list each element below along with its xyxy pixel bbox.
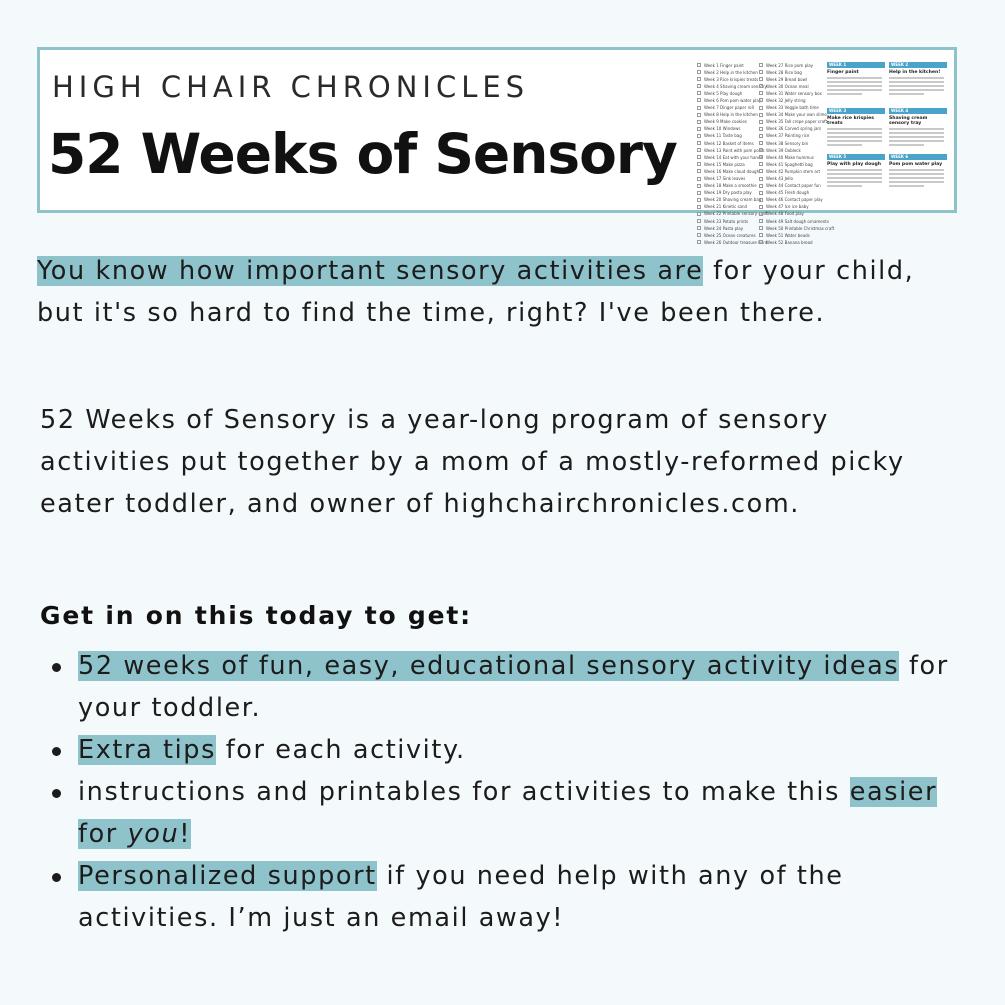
list-item bbox=[52, 855, 972, 939]
preview-text-line bbox=[827, 144, 862, 146]
preview-week-label: Week 30 Ocean meal bbox=[766, 83, 809, 89]
bullet-icon bbox=[52, 663, 61, 672]
preview-week-label: Week 3 Rice krispies treats bbox=[704, 76, 759, 82]
program-description: 52 Weeks of Sensory is a year-long program of sensory activities put together by a mom of a mostly-reformed picky eater toddler, and owner of highchairchronicles.com. bbox=[40, 405, 905, 519]
preview-week-row bbox=[697, 76, 757, 82]
preview-text-line bbox=[827, 77, 882, 79]
preview-text-line bbox=[827, 185, 862, 187]
preview-week-label: Week 44 Contact paper fun bbox=[766, 183, 821, 189]
checkbox-icon bbox=[697, 226, 701, 230]
preview-week-label: Week 6 Pom pom water play bbox=[704, 97, 762, 103]
preview-text-line bbox=[827, 136, 882, 138]
checkbox-icon bbox=[697, 91, 701, 95]
checkbox-icon bbox=[759, 233, 763, 237]
preview-week-label: Week 10 Windows bbox=[704, 126, 741, 132]
checkbox-icon bbox=[759, 113, 763, 117]
preview-week-label: Week 46 Contact paper play bbox=[766, 197, 823, 203]
checkbox-icon bbox=[759, 169, 763, 173]
preview-week-row bbox=[697, 105, 757, 111]
bullet-highlight: Personalized support bbox=[78, 861, 377, 891]
preview-week-list-left bbox=[697, 62, 768, 246]
checkbox-icon bbox=[697, 127, 701, 131]
preview-week-row bbox=[759, 69, 823, 75]
preview-week-label: Week 22 Printable sensory craft bbox=[704, 211, 768, 217]
preview-week-row bbox=[759, 119, 828, 125]
preview-week-row bbox=[759, 204, 823, 210]
preview-week-row bbox=[697, 239, 768, 245]
preview-week-label: Week 7 Dinger paper roll bbox=[704, 105, 754, 111]
preview-card-title: Play with play dough bbox=[827, 162, 882, 167]
preview-week-row bbox=[697, 112, 757, 118]
preview-week-label: Week 11 Taste bag bbox=[704, 133, 742, 139]
preview-card-header: WEEK 4 bbox=[889, 108, 947, 114]
preview-card-header: WEEK 2 bbox=[889, 62, 947, 68]
checkbox-icon bbox=[759, 148, 763, 152]
preview-week-label: Week 28 Rice bag bbox=[766, 69, 802, 75]
checkbox-icon bbox=[759, 155, 763, 159]
preview-text-line bbox=[889, 81, 944, 83]
preview-week-label: Week 35 Fall crepe paper craft bbox=[766, 119, 828, 125]
preview-week-label: Week 20 Shaving cream bag bbox=[704, 197, 762, 203]
checkbox-icon bbox=[759, 191, 763, 195]
checkbox-icon bbox=[697, 77, 701, 81]
checkbox-icon bbox=[697, 63, 701, 67]
preview-week-row bbox=[697, 168, 760, 174]
preview-text-line bbox=[889, 169, 944, 171]
preview-week-label: Week 47 Ice ice baby bbox=[766, 204, 809, 210]
checkbox-icon bbox=[759, 212, 763, 216]
checkbox-icon bbox=[759, 70, 763, 74]
list-item bbox=[52, 729, 972, 771]
preview-card-header: WEEK 5 bbox=[827, 154, 885, 160]
preview-week-label: Week 13 Paint with pom poms bbox=[704, 147, 765, 153]
checkbox-icon bbox=[759, 226, 763, 230]
preview-week-label: Week 34 Make your own slime bbox=[766, 112, 827, 118]
preview-card-title: Finger paint bbox=[827, 70, 859, 75]
bullet-highlight-text: easier for bbox=[78, 777, 938, 849]
preview-week-row bbox=[697, 97, 762, 103]
preview-week-row bbox=[759, 105, 823, 111]
preview-week-row bbox=[759, 83, 823, 89]
preview-card-title: Pom pom water play bbox=[889, 162, 943, 167]
preview-week-row bbox=[759, 168, 823, 174]
preview-week-label: Week 1 Finger paint bbox=[704, 62, 744, 68]
preview-week-label: Week 51 Water beads bbox=[766, 232, 810, 238]
preview-text-line bbox=[889, 144, 924, 146]
preview-week-row bbox=[759, 112, 827, 118]
checkbox-icon bbox=[697, 84, 701, 88]
preview-week-label: Week 37 Painting rice bbox=[766, 133, 810, 139]
preview-week-row bbox=[759, 133, 823, 139]
preview-text-line bbox=[889, 93, 924, 95]
preview-week-label: Week 41 Spaghetti bag bbox=[766, 161, 813, 167]
checkbox-icon bbox=[759, 184, 763, 188]
checkbox-icon bbox=[697, 134, 701, 138]
preview-week-label: Week 8 Help in the kitchen bbox=[704, 112, 758, 118]
preview-week-row bbox=[759, 190, 823, 196]
header-banner bbox=[37, 47, 957, 245]
preview-week-row bbox=[697, 211, 768, 217]
preview-text-line bbox=[889, 132, 944, 134]
preview-week-label: Week 40 Make hummus bbox=[766, 154, 814, 160]
preview-week-label: Week 38 Sensory bin bbox=[766, 140, 809, 146]
checkbox-icon bbox=[697, 198, 701, 202]
preview-week-row bbox=[697, 119, 757, 125]
preview-card bbox=[827, 154, 885, 187]
checkbox-icon bbox=[697, 219, 701, 223]
checkbox-icon bbox=[759, 98, 763, 102]
preview-week-row bbox=[759, 154, 823, 160]
preview-text-line bbox=[827, 181, 882, 183]
preview-week-row bbox=[697, 197, 762, 203]
preview-week-row bbox=[697, 140, 757, 146]
preview-text-line bbox=[889, 85, 944, 87]
checkbox-icon bbox=[697, 191, 701, 195]
preview-week-row bbox=[759, 76, 823, 82]
checkbox-icon bbox=[759, 63, 763, 67]
preview-week-label: Week 50 Printable Christmas craft bbox=[766, 225, 835, 231]
preview-text-line bbox=[889, 89, 944, 91]
list-item bbox=[52, 645, 972, 729]
preview-week-row bbox=[759, 239, 823, 245]
intro-paragraph bbox=[37, 250, 957, 334]
preview-week-label: Week 43 Jello bbox=[766, 176, 793, 181]
list-item bbox=[52, 771, 972, 855]
preview-text-line bbox=[827, 85, 882, 87]
preview-text-line bbox=[827, 93, 862, 95]
preview-week-row bbox=[759, 97, 823, 103]
checkbox-icon bbox=[697, 155, 701, 159]
preview-week-label: Week 9 Make cookies bbox=[704, 119, 747, 125]
preview-week-label: Week 39 Oobleck bbox=[766, 147, 801, 153]
preview-card-title: Help in the kitchen! bbox=[889, 70, 941, 75]
checkbox-icon bbox=[697, 141, 701, 145]
preview-week-label: Week 2 Help in the kitchen bbox=[704, 69, 758, 75]
preview-text-line bbox=[827, 173, 882, 175]
checkbox-icon bbox=[697, 120, 701, 124]
checkbox-icon bbox=[697, 212, 701, 216]
preview-card bbox=[889, 108, 947, 146]
preview-week-row bbox=[759, 126, 823, 132]
preview-week-row bbox=[697, 218, 757, 224]
checkbox-icon bbox=[697, 177, 701, 181]
preview-week-label: Week 5 Play dough bbox=[704, 90, 743, 96]
intro-highlight: You know how important sensory activities are bbox=[37, 256, 704, 286]
checkbox-icon bbox=[759, 120, 763, 124]
preview-week-row bbox=[697, 133, 757, 139]
preview-card-title: Shaving cream sensory tray bbox=[889, 116, 928, 126]
preview-card-header: WEEK 3 bbox=[827, 108, 885, 114]
preview-week-row bbox=[697, 190, 757, 196]
preview-week-row bbox=[697, 69, 757, 75]
preview-week-label: Week 32 Jelly string bbox=[766, 97, 806, 103]
preview-card bbox=[827, 62, 885, 95]
bullet-text: for each activity. bbox=[215, 735, 466, 765]
preview-text-line bbox=[889, 177, 944, 179]
bullet-highlight-punct: ! bbox=[179, 819, 192, 849]
checkbox-icon bbox=[759, 141, 763, 145]
preview-week-label: Week 25 Ocean creatures bbox=[704, 232, 756, 238]
preview-card-header: WEEK 1 bbox=[827, 62, 885, 68]
preview-text-line bbox=[889, 128, 944, 130]
offer-heading: Get in on this today to get: bbox=[40, 601, 472, 630]
preview-week-row bbox=[759, 218, 829, 224]
checkbox-icon bbox=[759, 240, 763, 244]
preview-week-row bbox=[759, 232, 823, 238]
checkbox-icon bbox=[697, 113, 701, 117]
preview-week-row bbox=[697, 147, 765, 153]
preview-text-line bbox=[827, 89, 882, 91]
checkbox-icon bbox=[759, 77, 763, 81]
preview-text-line bbox=[827, 140, 882, 142]
preview-week-label: Week 24 Pasta play bbox=[704, 225, 744, 231]
preview-text-line bbox=[889, 181, 944, 183]
preview-week-label: Week 17 Sink leaves bbox=[704, 176, 746, 181]
preview-text-line bbox=[827, 128, 882, 130]
preview-week-label: Week 18 Make a smoothie bbox=[704, 183, 757, 189]
checkbox-icon bbox=[697, 205, 701, 209]
preview-week-label: Week 31 Water sensory box bbox=[766, 90, 822, 96]
checkbox-icon bbox=[759, 127, 763, 131]
preview-week-row bbox=[697, 62, 757, 68]
checkbox-icon bbox=[759, 134, 763, 138]
preview-week-row bbox=[697, 204, 757, 210]
checkbox-icon bbox=[759, 219, 763, 223]
preview-week-row bbox=[759, 176, 823, 182]
preview-week-label: Week 21 Kinetic sand bbox=[704, 204, 748, 210]
preview-text-line bbox=[889, 173, 944, 175]
preview-week-row bbox=[759, 140, 823, 146]
preview-week-row bbox=[697, 225, 757, 231]
bullet-highlight: 52 weeks of fun, easy, educational sensory activity ideas bbox=[78, 651, 900, 681]
preview-week-label: Week 42 Pumpkin stem art bbox=[766, 168, 821, 174]
preview-week-label: Week 19 Dry pasta play bbox=[704, 190, 752, 196]
intro-text: for your child, but it's so hard to find the time, right? I've been there. bbox=[37, 256, 915, 328]
preview-week-label: Week 36 Carved spring jars bbox=[766, 126, 822, 132]
bullet-icon bbox=[52, 873, 61, 882]
offer-list bbox=[52, 645, 972, 939]
preview-week-row bbox=[759, 147, 823, 153]
preview-week-label: Week 26 Outdoor treasure hunt bbox=[704, 239, 768, 245]
bullet-highlight: Extra tips bbox=[78, 735, 216, 765]
preview-week-row bbox=[697, 90, 757, 96]
checkbox-icon bbox=[697, 233, 701, 237]
checkbox-icon bbox=[759, 198, 763, 202]
checkbox-icon bbox=[697, 240, 701, 244]
checkbox-icon bbox=[759, 177, 763, 181]
preview-week-row bbox=[697, 176, 757, 182]
preview-week-label: Week 23 Potato prints bbox=[704, 218, 749, 224]
bullet-icon bbox=[52, 747, 61, 756]
preview-week-row bbox=[759, 90, 823, 96]
preview-week-label: Week 52 Banana bread bbox=[766, 239, 813, 245]
bullet-icon bbox=[52, 789, 61, 798]
bullet-text: instructions and printables for activities to make this bbox=[78, 777, 850, 807]
preview-week-label: Week 12 Basket of items bbox=[704, 140, 754, 146]
preview-text-line bbox=[889, 185, 924, 187]
checkbox-icon bbox=[759, 106, 763, 110]
checkbox-icon bbox=[697, 184, 701, 188]
preview-week-label: Week 33 Veggie bath time bbox=[766, 105, 819, 111]
preview-text-line bbox=[889, 136, 944, 138]
checkbox-icon bbox=[697, 70, 701, 74]
checkbox-icon bbox=[759, 91, 763, 95]
page-title: 52 Weeks of Sensory bbox=[48, 122, 677, 186]
brand-name: HIGH CHAIR CHRONICLES bbox=[52, 70, 530, 104]
preview-week-row bbox=[759, 161, 823, 167]
preview-week-row bbox=[697, 161, 757, 167]
bullet-text: for your toddler. bbox=[78, 651, 949, 723]
checkbox-icon bbox=[697, 148, 701, 152]
preview-card-header: WEEK 6 bbox=[889, 154, 947, 160]
preview-week-label: Week 16 Make cloud dough bbox=[704, 168, 760, 174]
checkbox-icon bbox=[697, 162, 701, 166]
preview-week-row bbox=[759, 197, 823, 203]
preview-card bbox=[889, 62, 947, 95]
checkbox-icon bbox=[697, 169, 701, 173]
preview-week-list-right bbox=[759, 62, 835, 246]
preview-text-line bbox=[827, 132, 882, 134]
preview-week-label: Week 45 Fresh dough bbox=[766, 190, 810, 196]
preview-card bbox=[889, 154, 947, 187]
printable-preview-thumbnail bbox=[693, 60, 951, 245]
preview-week-row bbox=[697, 154, 763, 160]
checkbox-icon bbox=[697, 98, 701, 102]
preview-week-row bbox=[759, 225, 835, 231]
checkbox-icon bbox=[759, 162, 763, 166]
preview-text-line bbox=[889, 77, 944, 79]
bullet-text: if you need help with any of the activities. I’m just an email away! bbox=[78, 861, 844, 933]
preview-week-row bbox=[759, 62, 823, 68]
preview-week-label: Week 29 Bread bowl bbox=[766, 76, 807, 82]
preview-week-label: Week 49 Salt dough ornaments bbox=[766, 218, 829, 224]
preview-week-row bbox=[697, 183, 757, 189]
preview-card bbox=[827, 108, 885, 146]
preview-week-label: Week 14 Eat with your hands bbox=[704, 154, 763, 160]
preview-week-label: Week 15 Make pizza bbox=[704, 161, 745, 167]
preview-text-line bbox=[827, 169, 882, 171]
checkbox-icon bbox=[759, 84, 763, 88]
preview-text-line bbox=[827, 81, 882, 83]
preview-week-row bbox=[759, 211, 823, 217]
bullet-highlight-emphasis: you bbox=[127, 819, 180, 849]
checkbox-icon bbox=[759, 205, 763, 209]
preview-card-title: Make rice krispies treats bbox=[827, 116, 874, 126]
checkbox-icon bbox=[697, 106, 701, 110]
preview-text-line bbox=[889, 140, 944, 142]
preview-week-row bbox=[759, 183, 823, 189]
preview-week-row bbox=[697, 83, 767, 89]
preview-week-row bbox=[697, 126, 757, 132]
preview-week-label: Week 4 Shaving cream sensory bbox=[704, 83, 767, 89]
preview-week-row bbox=[697, 232, 757, 238]
preview-week-label: Week 27 Rice pom play bbox=[766, 62, 814, 68]
preview-text-line bbox=[827, 177, 882, 179]
preview-week-label: Week 48 Food play bbox=[766, 211, 804, 217]
